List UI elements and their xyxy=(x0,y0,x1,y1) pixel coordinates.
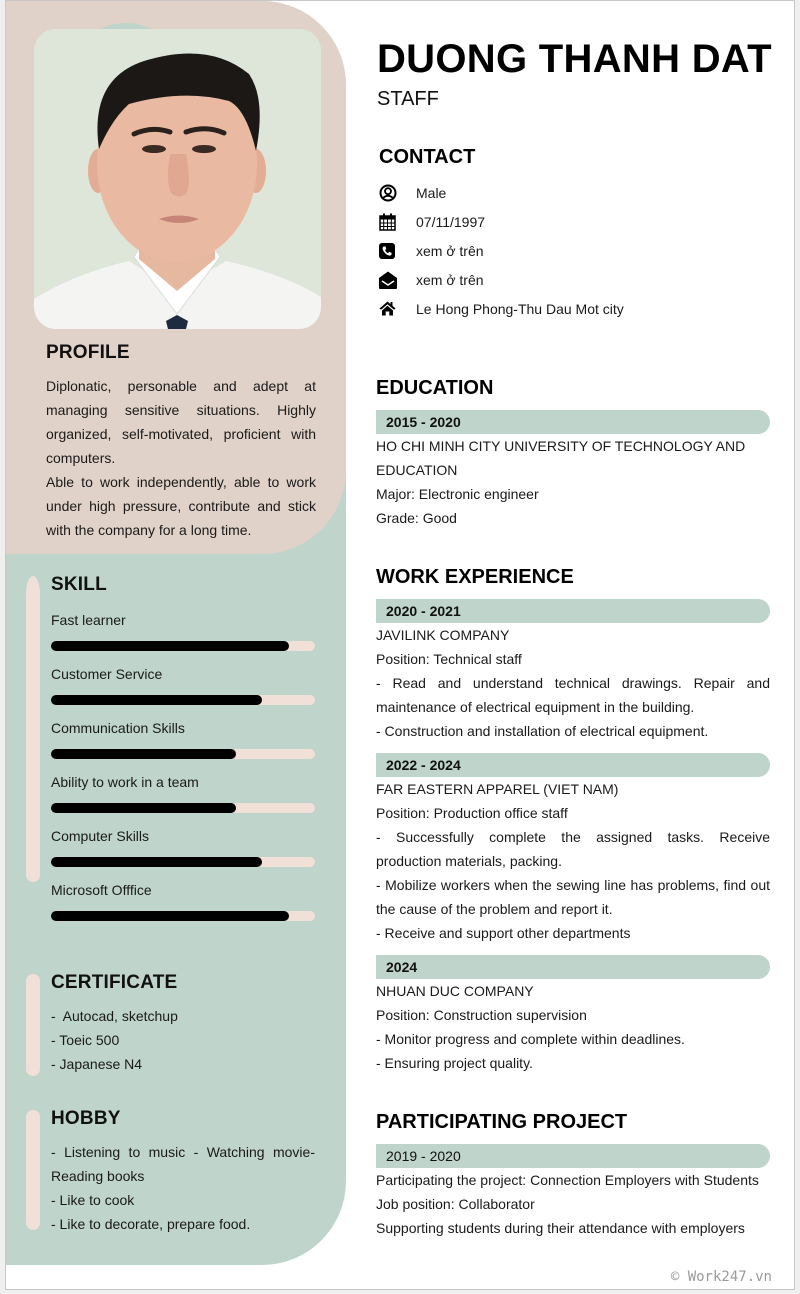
school-name: HO CHI MINH CITY UNIVERSITY OF TECHNOLOGY AND EDUCATION xyxy=(376,438,746,478)
skill-name: Customer Service xyxy=(51,666,163,682)
skill-item xyxy=(51,879,315,921)
skill-level-fill xyxy=(51,857,262,867)
contact-value: xem ở trên xyxy=(416,242,484,259)
skill-level-track xyxy=(51,695,315,705)
certificate-item: - Autocad, sketchup xyxy=(51,1008,178,1024)
company-name: NHUAN DUC COMPANY xyxy=(376,983,534,999)
hobby-accent-bar xyxy=(26,1110,40,1230)
certificate-item: - Toeic 500 xyxy=(51,1032,120,1048)
certificate-section xyxy=(51,972,321,1076)
certificate-title: CERTIFICATE xyxy=(51,972,178,993)
contact-email xyxy=(379,265,773,294)
contact-value: Male xyxy=(416,184,447,201)
education-title: EDUCATION xyxy=(376,377,494,399)
company-name: FAR EASTERN APPAREL (VIET NAM) xyxy=(376,781,619,797)
duty: - Successfully complete the assigned tasks. Receive production materials, packing. xyxy=(376,829,770,869)
contact-birthday xyxy=(379,207,773,236)
duty: - Mobilize workers when the sewing line has problems, find out the cause of the problem and report it. xyxy=(376,877,770,917)
skill-level-track xyxy=(51,911,315,921)
project-title: PARTICIPATING PROJECT xyxy=(376,1111,628,1133)
skill-item xyxy=(51,825,315,867)
skill-item xyxy=(51,717,315,759)
date-band: 2015 - 2020 xyxy=(376,410,770,434)
skill-level-fill xyxy=(51,803,236,813)
contact-phone xyxy=(379,236,773,265)
date-band: 2024 xyxy=(376,955,770,979)
cv-page xyxy=(5,0,795,1290)
skill-level-track xyxy=(51,641,315,651)
position: Position: Technical staff xyxy=(376,651,522,667)
contact-value: xem ở trên xyxy=(416,271,484,288)
education-entry xyxy=(376,410,770,530)
experience-entry xyxy=(376,955,770,1075)
candidate-title: STAFF xyxy=(377,88,439,110)
contact-title: CONTACT xyxy=(379,146,476,168)
date-band: 2022 - 2024 xyxy=(376,753,770,777)
date-band: 2020 - 2021 xyxy=(376,599,770,623)
experience-title: WORK EXPERIENCE xyxy=(376,566,574,588)
skill-level-track xyxy=(51,749,315,759)
project-section xyxy=(376,1111,770,1240)
skill-level-track xyxy=(51,803,315,813)
profile-title: PROFILE xyxy=(46,342,130,363)
position: Position: Production office staff xyxy=(376,805,568,821)
certificate-item: - Japanese N4 xyxy=(51,1056,143,1072)
experience-section xyxy=(376,566,770,1075)
skill-item xyxy=(51,771,315,813)
project-role: Job position: Collaborator xyxy=(376,1196,535,1212)
skill-level-fill xyxy=(51,911,289,921)
phone-icon xyxy=(379,241,416,261)
contact-address xyxy=(379,294,773,323)
project-entry xyxy=(376,1144,770,1240)
skill-title: SKILL xyxy=(51,574,107,595)
position: Position: Construction supervision xyxy=(376,1007,587,1023)
skill-name: Ability to work in a team xyxy=(51,774,199,790)
skill-name: Computer Skills xyxy=(51,828,150,844)
duty: - Ensuring project quality. xyxy=(376,1055,533,1071)
education-section xyxy=(376,377,770,530)
watermark: © Work247.vn xyxy=(670,1269,772,1285)
skill-level-fill xyxy=(51,749,236,759)
skill-level-fill xyxy=(51,695,262,705)
hobby-item: - Like to cook xyxy=(51,1192,135,1208)
education-grade: Grade: Good xyxy=(376,510,457,526)
experience-entry xyxy=(376,753,770,945)
home-icon xyxy=(379,299,416,319)
user-circle-icon xyxy=(379,183,416,203)
skill-level-track xyxy=(51,857,315,867)
contact-value: Le Hong Phong-Thu Dau Mot city xyxy=(416,300,624,317)
hobby-item: - Like to decorate, prepare food. xyxy=(51,1216,251,1232)
skill-level-fill xyxy=(51,641,289,651)
education-major: Major: Electronic engineer xyxy=(376,486,539,502)
company-name: JAVILINK COMPANY xyxy=(376,627,510,643)
duty: - Receive and support other departments xyxy=(376,925,631,941)
skill-item xyxy=(51,609,315,651)
skill-name: Communication Skills xyxy=(51,720,185,736)
contact-section xyxy=(379,146,773,323)
certificate-accent-bar xyxy=(26,974,40,1076)
hobby-item: - Listening to music - Watching movie- Reading books xyxy=(51,1144,315,1184)
project-description: Supporting students during their attendance with employers xyxy=(376,1220,745,1236)
skill-section xyxy=(51,574,321,596)
project-name: Participating the project: Connection Employers with Students xyxy=(376,1172,759,1188)
profile-paragraph: Diplonatic, personable and adept at managing sensitive situations. Highly organized, self-motivated, proficient with computers. xyxy=(46,378,316,466)
duty: - Construction and installation of electrical equipment. xyxy=(376,723,709,739)
profile-section xyxy=(46,342,316,542)
skill-item xyxy=(51,663,315,705)
profile-paragraph: Able to work independently, able to work under high pressure, contribute and stick with the company for a long time. xyxy=(46,474,316,538)
contact-value: 07/11/1997 xyxy=(416,213,486,230)
skill-name: Microsoft Offfice xyxy=(51,882,152,898)
avatar-photo xyxy=(34,29,321,329)
calendar-icon xyxy=(379,212,416,232)
hobby-section xyxy=(51,1108,315,1236)
contact-gender xyxy=(379,178,773,207)
skill-name: Fast learner xyxy=(51,612,126,628)
date-band: 2019 - 2020 xyxy=(376,1144,770,1168)
duty: - Read and understand technical drawings. Repair and maintenance of electrical equipment in the building. xyxy=(376,675,770,715)
skill-accent-bar xyxy=(26,576,40,882)
duty: - Monitor progress and complete within deadlines. xyxy=(376,1031,685,1047)
hobby-title: HOBBY xyxy=(51,1108,121,1129)
candidate-name: DUONG THANH DAT xyxy=(377,37,772,81)
envelope-open-icon xyxy=(379,270,416,290)
experience-entry xyxy=(376,599,770,743)
